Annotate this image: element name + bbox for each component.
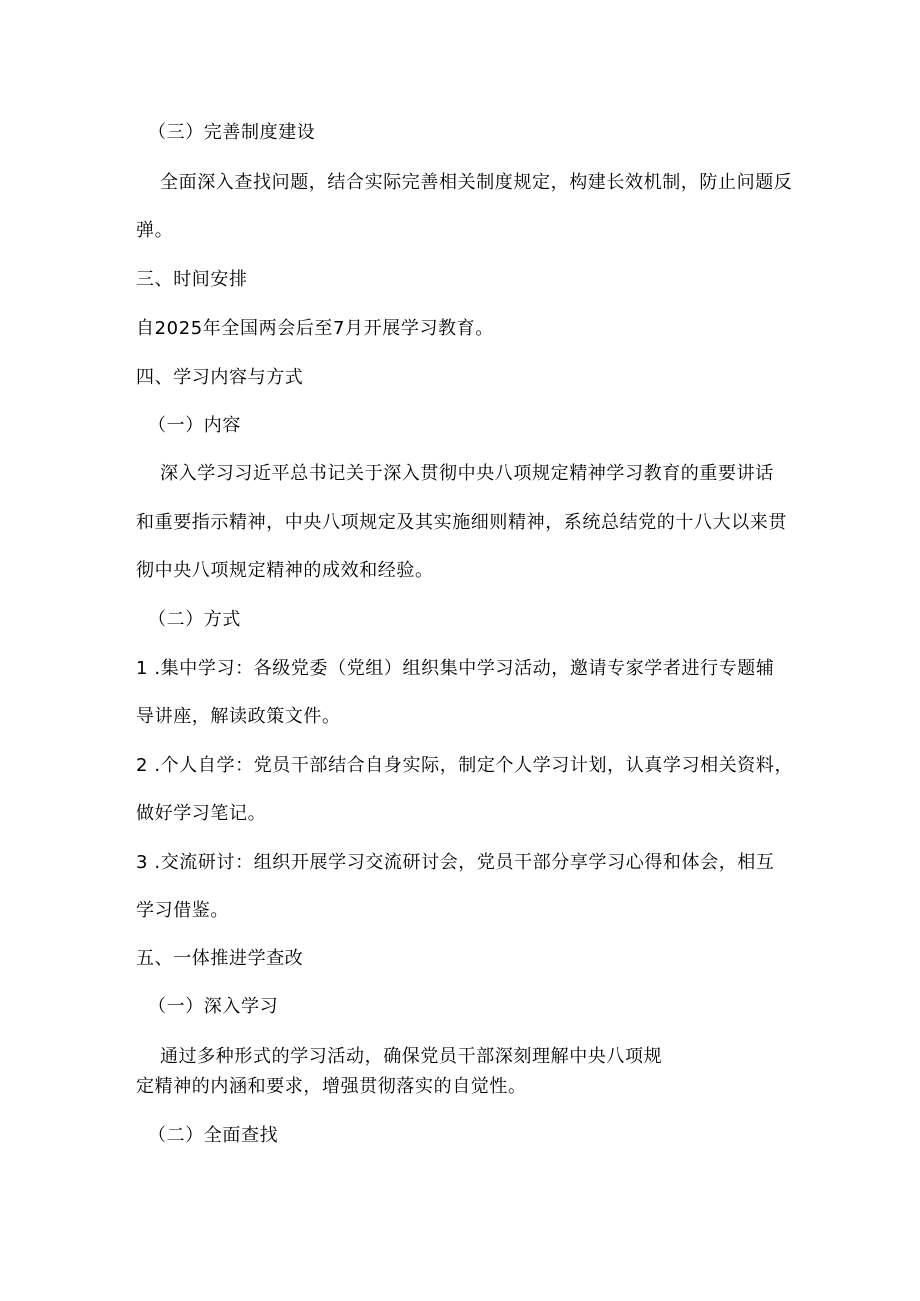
- paragraph-line: 深入学习习近平总书记关于深入贯彻中央八项规定精神学习教育的重要讲话: [160, 463, 774, 484]
- subsection-1-heading: （一）内容: [148, 415, 241, 436]
- paragraph-line: 定精神的内涵和要求，增强贯彻落实的自觉性。: [136, 1076, 527, 1097]
- chapter-3-heading: 三、时间安排: [136, 269, 248, 290]
- paragraph-line: 全面深入查找问题，结合实际完善相关制度规定，构建长效机制，防止问题反: [160, 172, 793, 193]
- list-item-continuation: 做好学习笔记。: [136, 803, 267, 824]
- section-3-heading: （三）完善制度建设: [148, 122, 316, 143]
- list-item: 2 .个人自学：党员干部结合自身实际，制定个人学习计划，认真学习相关资料，: [136, 755, 794, 776]
- list-item-continuation: 学习借鉴。: [136, 900, 229, 921]
- paragraph-line: 彻中央八项规定精神的成效和经验。: [136, 560, 434, 581]
- chapter-5-heading: 五、一体推进学查改: [136, 948, 304, 969]
- paragraph-line: 自2025年全国两会后至7月开展学习教育。: [136, 318, 494, 339]
- subsection-1-heading: （一）深入学习: [148, 996, 279, 1017]
- list-item-continuation: 导讲座，解读政策文件。: [136, 706, 341, 727]
- list-item: 1 .集中学习：各级党委（党组）组织集中学习活动，邀请专家学者进行专题辅: [136, 658, 775, 679]
- list-item: 3 .交流研讨：组织开展学习交流研讨会，党员干部分享学习心得和体会，相互: [136, 852, 775, 873]
- subsection-2-heading: （二）全面查找: [148, 1125, 279, 1146]
- paragraph-line: 和重要指示精神，中央八项规定及其实施细则精神，系统总结党的十八大以来贯: [136, 512, 787, 533]
- paragraph-line: 通过多种形式的学习活动，确保党员干部深刻理解中央八项规: [160, 1046, 663, 1067]
- subsection-2-heading: （二）方式: [148, 609, 241, 630]
- chapter-4-heading: 四、学习内容与方式: [136, 367, 304, 388]
- paragraph-line: 弹。: [136, 220, 174, 241]
